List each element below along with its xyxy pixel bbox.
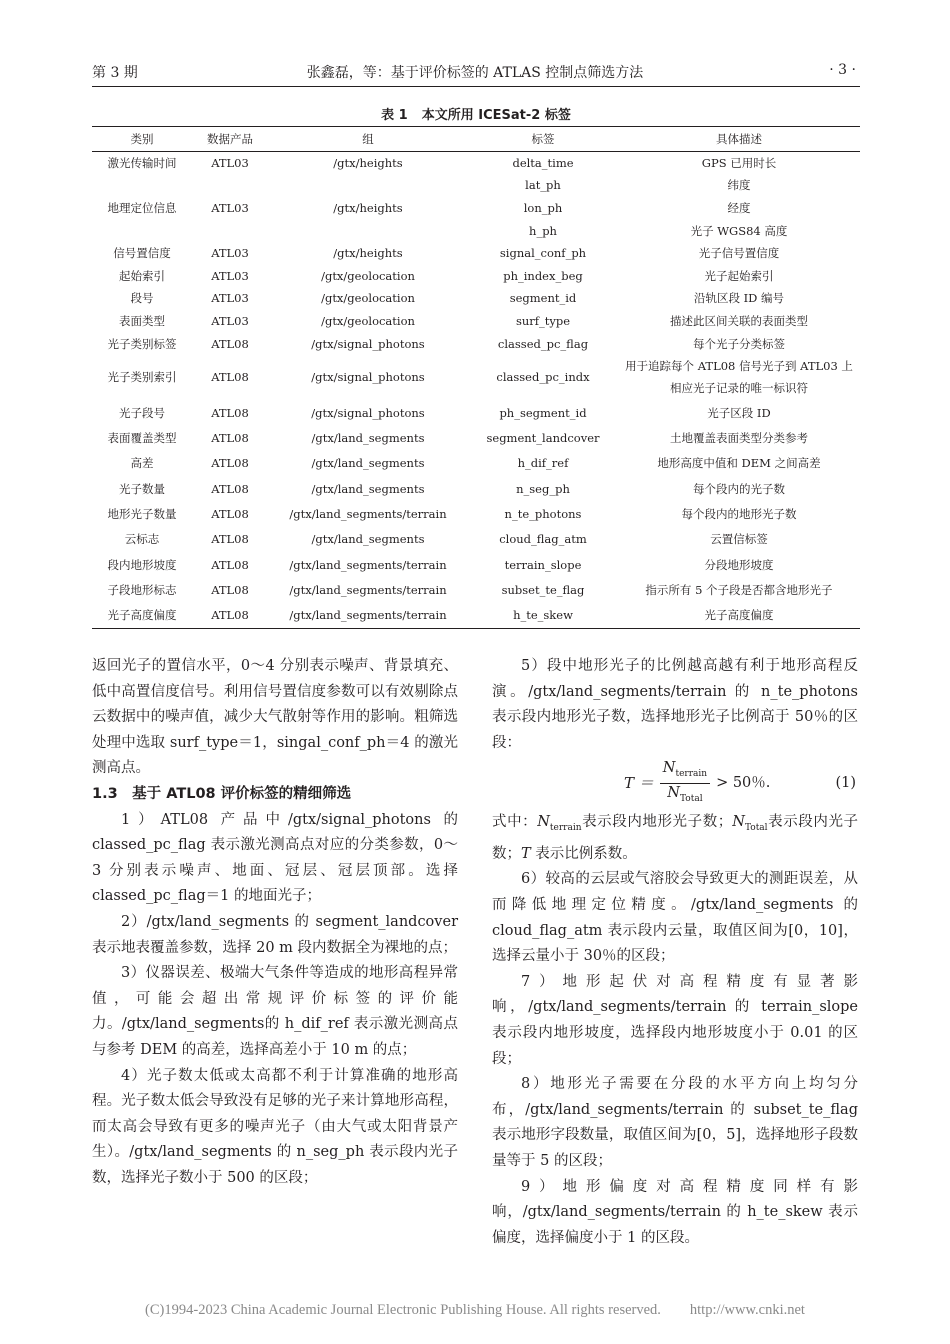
table-row [92,603,860,628]
equation-1: T ＝ $\frac{N_{terrain}}{N_{Total}}$ > 50％. (1) [492,756,858,810]
table-row [92,355,860,400]
copyright-footer: (C)1994-2023 China Academic Journal Electronic Publishing House. All rights reserved. http://www.cnki.net [145,1302,805,1318]
running-header-title: 张鑫磊，等：基于评价标签的 ATLAS 控制点筛选方法 [306,65,644,81]
cell-tag: surf_type [515,313,571,328]
cell-tag: h_te_skew [468,603,618,628]
table-row [92,264,860,287]
cell-product: ATL08 [211,405,249,420]
paragraph: 8）地形光子需要在分段的水平方向上均匀分布，/gtx/land_segments/terrain 的 subset_te_flag 表示地形字段数量，取值区间为[0，5]，选择地形子段数量等于 5 的区段； [492,1076,858,1169]
paragraph: 6）较高的云层或气溶胶会导致更大的测距误差，从而降低地理定位精度。/gtx/land_segments 的 cloud_flag_atm 表示段内云量，取值区间为[0，10]，选择云量小于 30％的区段； [492,871,858,965]
cell-category: 光子段号 [119,405,165,420]
table-row [92,287,860,310]
cell-category: 子段地形标志 [107,583,177,598]
cell-product: ATL08 [211,336,249,351]
cell-tag: classed_pc_flag [497,336,589,351]
cell-description: 纬度 [727,178,751,193]
cell-description: GPS 已用时长 [701,156,777,171]
table-row [92,310,860,333]
table-row [92,451,860,476]
cell-description: 每个段内的地形光子数 [681,507,797,522]
cell-tag: signal_conf_ph [499,246,587,261]
eq-fraction [660,759,710,808]
icesat2-tag-table [92,126,860,629]
cell-product: ATL08 [211,481,249,496]
header-rule [92,86,860,87]
cell-category: 表面类型 [119,313,165,328]
cell-product: ATL08 [211,430,249,445]
cell-product: ATL03 [211,313,249,328]
cell-product [192,174,268,197]
cell-product: ATL03 [211,246,249,261]
cell-product: ATL08 [211,557,249,572]
cell-description: 地形高度中值和 DEM 之间高差 [657,456,821,471]
cell-description [618,355,860,400]
col-header-group: 组 [268,127,468,152]
cell-tag: segment_id [509,291,577,306]
cell-group: /gtx/heights [333,156,403,171]
cell-description: 光子信号置信度 [698,246,780,261]
cell-group: /gtx/land_segments [311,532,425,547]
cell-group: /gtx/land_segments/terrain [268,603,468,628]
paragraph: 9）地形偏度对高程精度同样有影响，/gtx/land_segments/terrain 的 h_te_skew 表示偏度，选择偏度小于 1 的区段。 [492,1178,858,1246]
table-row [92,501,860,526]
cell-description-line: 用于追踪每个 ATL08 信号光子到 ATL03 上 [625,359,853,374]
cell-description: 分段地形坡度 [704,557,774,572]
cell-description: 每个段内的光子数 [693,481,785,496]
table-row [92,552,860,577]
cell-tag: h_dif_ref [517,456,569,471]
cell-category: 云标志 [124,532,160,547]
cell-group: /gtx/land_segments [311,481,425,496]
cell-group: /gtx/land_segments [311,456,425,471]
eq-variable-t: T [624,773,635,792]
table-row [92,425,860,450]
table-row [92,578,860,603]
paragraph: 7）地形起伏对高程精度有显著影响，/gtx/land_segments/terrain 的 terrain_slope 表示段内地形坡度，选择段内地形坡度小于 0.01 的区段； [492,973,858,1067]
cell-tag: n_te_photons [504,507,582,522]
cell-group: /gtx/geolocation [321,268,415,283]
cell-description: 云置信标签 [710,532,768,547]
table-caption [92,104,860,123]
cell-category: 光子高度偏度 [92,603,192,628]
cell-tag: cloud_flag_atm [499,532,587,547]
cell-group: /gtx/land_segments/terrain [289,583,447,598]
table-caption-text: 本文所用 ICESat-2 标签 [421,108,571,123]
table-row [92,527,860,552]
col-header-tag: 标签 [468,127,618,152]
cell-category [92,174,192,197]
cell-category: 信号置信度 [113,246,171,261]
cell-product: ATL08 [211,370,249,385]
cell-group [268,174,468,197]
cell-group: /gtx/geolocation [321,291,415,306]
paragraph: 4）光子数太低或太高都不利于计算准确的地形高程。光子数太低会导致没有足够的光子来计算地形高程，而太高会导致有更多的噪声光子（由大气或太阳背景产生）。/gtx/land_segments 的 n_seg_ph 表示段内光子数，选择光子数小于 500 的区段； [92,1067,458,1186]
cell-description: 光子区段 ID [707,405,771,420]
table-row [92,219,860,242]
col-header-product: 数据产品 [192,127,268,152]
table-row [92,197,860,220]
cell-product: ATL08 [192,603,268,628]
cell-tag: ph_index_beg [503,268,583,283]
col-header-category: 类别 [92,127,192,152]
cell-group: /gtx/signal_photons [311,405,425,420]
cell-category: 表面覆盖类型 [107,430,177,445]
cell-group: /gtx/signal_photons [311,370,425,385]
cell-category: 起始索引 [119,268,165,283]
cell-tag: delta_time [512,156,574,171]
table-row [92,400,860,425]
cell-tag: n_seg_ph [516,481,570,496]
cell-description: 光子高度偏度 [618,603,860,628]
cell-category: 段号 [130,291,154,306]
cell-product: ATL08 [211,456,249,471]
cell-category: 光子类别索引 [107,370,177,385]
cell-description: 沿轨区段 ID 编号 [693,291,785,306]
cell-tag: lat_ph [525,178,561,193]
paragraph: 5）段中地形光子的比例越高越有利于地形高程反演。/gtx/land_segments/terrain 的 n_te_photons 表示段内地形光子数，选择地形光子比例高于 50％的区段： [492,658,858,751]
paragraph: 返回光子的置信水平，0～4 分别表示噪声、背景填充、低中高置信度信号。利用信号置信度参数可以有效剔除点云数据中的噪声值，减少大气散射等作用的影响。粗筛选处理中选取 surf_type＝1，singal_conf_ph＝4 的激光测高点。 [92,658,458,777]
table-header-row [92,127,860,152]
cell-description: 经度 [727,200,751,215]
cell-product: ATL03 [211,156,249,171]
cell-description-line: 相应光子记录的唯一标识符 [670,381,808,396]
equation-explanation: 式中：$N_{terrain}$表示段内地形光子数；$N_{Total}$表示段内光子数；T 表示比例系数。 [492,814,859,862]
cell-product: ATL03 [211,268,249,283]
table-row [92,242,860,265]
cell-product: ATL08 [211,583,249,598]
cell-tag: h_ph [529,223,557,238]
cell-tag: classed_pc_indx [496,370,590,385]
table-row [92,332,860,355]
cell-tag: lon_ph [523,200,563,215]
cell-description: 每个光子分类标签 [693,336,785,351]
cell-product [192,219,268,242]
cell-group [268,219,468,242]
cell-tag: subset_te_flag [501,583,585,598]
cell-category: 段内地形坡度 [107,557,177,572]
paragraph: 2）/gtx/land_segments 的 segment_landcover 表示地表覆盖参数，选择 20 m 段内数据全为裸地的点； [92,913,458,956]
cell-description: 指示所有 5 个子段是否都含地形光子 [645,583,833,598]
cell-group: /gtx/land_segments/terrain [289,507,447,522]
cell-tag: terrain_slope [504,557,582,572]
left-column [92,654,458,1191]
paragraph: 1）ATL08 产品中/gtx/signal_photons 的 classed_pc_flag 表示激光测高点对应的分类参数，0～3 分别表示噪声、地面、冠层、冠层顶部。选择 classed_pc_flag＝1 的地面光子； [92,811,458,905]
table-row [92,152,860,175]
cell-product: ATL03 [211,200,249,215]
cell-group: /gtx/heights [333,200,403,215]
col-header-description: 具体描述 [618,127,860,152]
cell-product: ATL08 [211,507,249,522]
table-row [92,476,860,501]
table-row [92,174,860,197]
eq-numerator: N [662,759,676,776]
cell-description: 描述此区间关联的表面类型 [670,313,808,328]
cell-category: 光子类别标签 [107,336,177,351]
eq-rhs: > 50％. [716,774,771,791]
section-heading-1-3: 1.3 基于 ATL08 评价标签的精细筛选 [92,785,352,802]
eq-numerator-sub: terrain [675,768,708,779]
equation-number: (1) [835,774,856,791]
running-header-issue: 第 3 期 [92,65,138,81]
right-column [492,654,858,1251]
cell-category: 地理定位信息 [107,200,177,215]
cell-group: /gtx/signal_photons [311,336,425,351]
cell-category: 光子数量 [119,481,165,496]
cell-category: 高差 [130,456,154,471]
cell-category: 激光传输时间 [107,156,177,171]
cell-group: /gtx/land_segments [311,430,425,445]
cell-category [92,219,192,242]
cell-tag: ph_segment_id [499,405,587,420]
eq-denominator: N [667,784,680,801]
page-number: · 3 · [829,62,856,78]
eq-denominator-sub: Total [679,793,703,804]
paragraph: 3）仪器误差、极端大气条件等造成的地形高程异常值，可能会超出常规评价标签的评价能力。/gtx/land_segments的 h_dif_ref 表示激光测高点与参考 DEM 的高差，选择高差小于 10 m 的点； [92,965,458,1058]
cell-product: ATL03 [211,291,249,306]
cell-tag: segment_landcover [486,430,600,445]
cell-description: 光子 WGS84 高度 [690,223,788,238]
cell-group: /gtx/heights [333,246,403,261]
cell-product: ATL08 [211,532,249,547]
cell-group: /gtx/geolocation [321,313,415,328]
cell-description: 光子起始索引 [704,268,774,283]
cell-group: /gtx/land_segments/terrain [289,557,447,572]
cell-description: 土地覆盖表面类型分类参考 [670,430,808,445]
cell-category: 地形光子数量 [107,507,177,522]
table-caption-number: 表 1 [381,108,408,123]
